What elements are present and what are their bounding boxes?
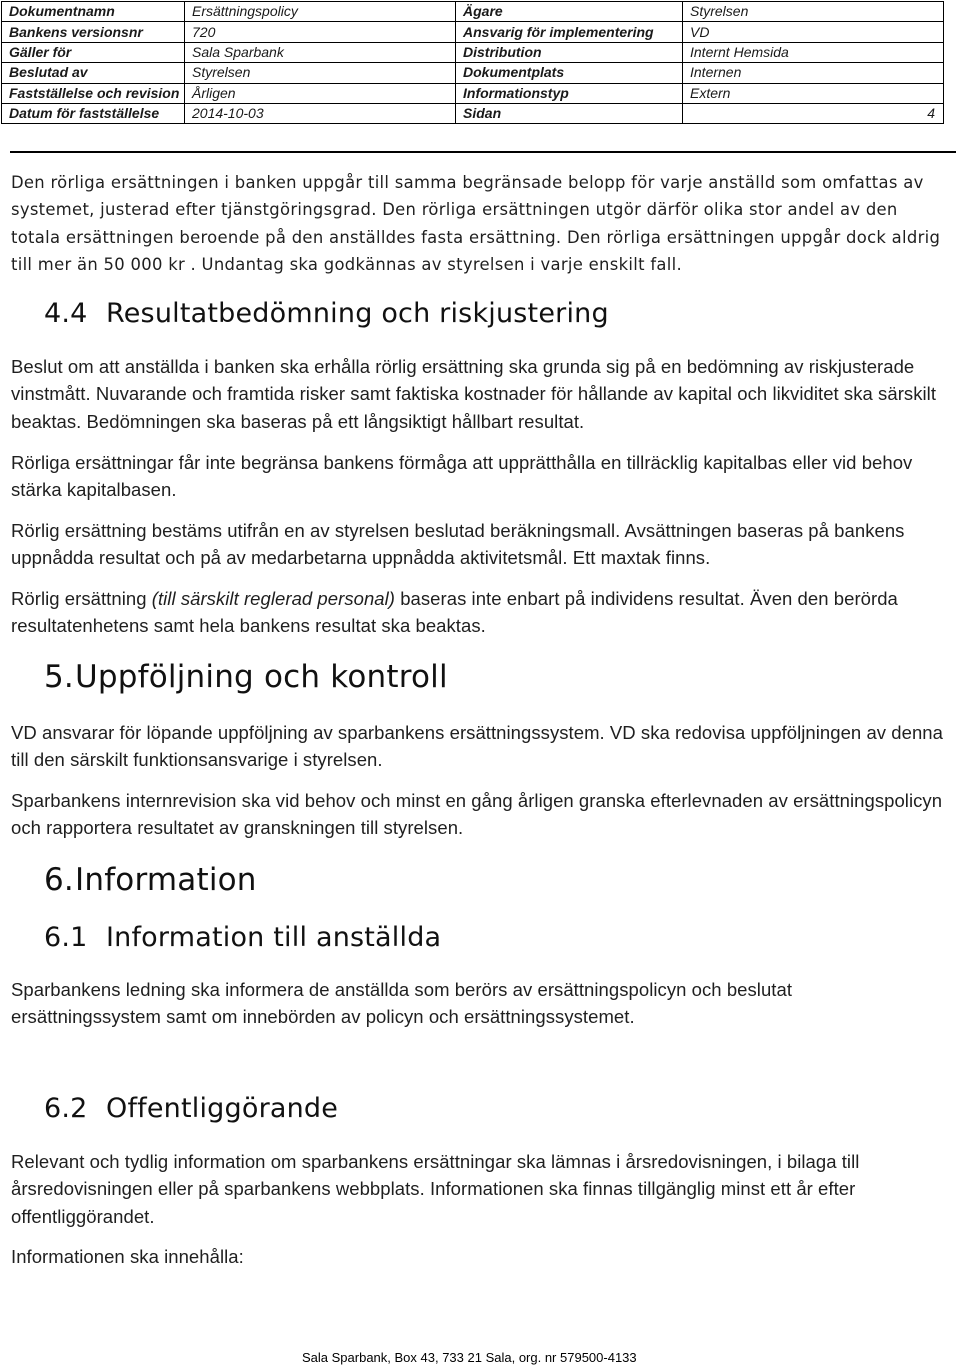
section-number: 6.2 (44, 1093, 88, 1124)
meta-key: Dokumentplats (456, 63, 683, 83)
meta-value: Internt Hemsida (683, 42, 944, 62)
meta-value: Internen (683, 63, 944, 83)
section-heading-6-2 (44, 1093, 338, 1124)
body-paragraph: Rörlig ersättning bestäms utifrån en av styrelsen beslutad beräkningsmall. Avsättningen baseras på bankens uppnådda resultat och på av medarbetarna uppnådda aktivitetsmål. Ett maxtak finns. (11, 520, 905, 569)
meta-key: Distribution (456, 42, 683, 62)
body-paragraph: Rörliga ersättningar får inte begränsa bankens förmåga att upprätthålla en tillräcklig kapitalbas eller vid behov stärka kapitalbasen. (11, 452, 913, 501)
body-paragraph: Sparbankens internrevision ska vid behov och minst en gång årligen granska efterlevnaden av ersättningspolicyn och rapportera resultatet av granskningen till styrelsen. (11, 790, 943, 839)
text-segment: baseras inte enbart på individens resultat. Även den berörda resultatenhetens samt hela bankens resultat ska beaktas. (11, 588, 898, 637)
table-row (2, 2, 944, 22)
page-number: 4 (683, 103, 944, 123)
table-row (2, 103, 944, 123)
section-number: 6.1 (44, 922, 88, 953)
table-row (2, 22, 944, 42)
meta-key: Sidan (456, 103, 683, 123)
meta-key: Ägare (456, 2, 683, 22)
section-heading-4-4 (44, 298, 609, 329)
meta-key: Ansvarig för implementering (456, 22, 683, 42)
meta-value: Styrelsen (185, 63, 456, 83)
text-segment: Rörlig ersättning (11, 588, 152, 609)
body-paragraph (11, 585, 946, 640)
meta-key: Datum för fastställelse (2, 103, 185, 123)
section-number: 5. (44, 659, 74, 695)
meta-value: Extern (683, 83, 944, 103)
section-title: Information till anställda (106, 922, 442, 953)
meta-value: Ersättningspolicy (185, 2, 456, 22)
section-title: Offentliggörande (106, 1093, 339, 1124)
body-paragraph: VD ansvarar för löpande uppföljning av sparbankens ersättningssystem. VD ska redovisa uppföljningen av denna till den särskilt funktionsansvarige i styrelsen. (11, 722, 943, 771)
meta-value: Styrelsen (683, 2, 944, 22)
meta-value: 2014-10-03 (185, 103, 456, 123)
section-heading-5 (44, 659, 448, 695)
meta-key: Dokumentnamn (2, 2, 185, 22)
section-title: Uppföljning och kontroll (75, 659, 448, 695)
document-metadata-table (1, 1, 944, 124)
emphasized-text: (till särskilt reglerad personal) (151, 588, 396, 609)
section-heading-6-1 (44, 922, 441, 953)
meta-key: Beslutad av (2, 63, 185, 83)
body-paragraph: Informationen ska innehålla: (11, 1246, 244, 1267)
header-divider (10, 151, 956, 153)
table-row (2, 42, 944, 62)
meta-key: Gäller för (2, 42, 185, 62)
meta-value: Sala Sparbank (185, 42, 456, 62)
section-heading-6 (44, 862, 257, 898)
section-number: 6. (44, 862, 74, 898)
section-title: Information (75, 862, 257, 898)
meta-value: VD (683, 22, 944, 42)
intro-paragraph: Den rörliga ersättningen i banken uppgår till samma begränsade belopp för varje anställd som omfattas av systemet, justerad efter tjänstgöringsgrad. Den rörliga ersättningen utgör därför olika stor andel av den totala ersättningen beroende på den anställdes fasta ersättning. Den rörliga ersättningen uppgår dock aldrig till mer än 50 000 kr . Undantag ska godkännas av styrelsen i varje enskilt fall. (11, 173, 941, 274)
section-title: Resultatbedömning och riskjustering (106, 298, 609, 329)
table-row (2, 83, 944, 103)
table-row (2, 63, 944, 83)
meta-value: 720 (185, 22, 456, 42)
page-footer: Sala Sparbank, Box 43, 733 21 Sala, org. nr 579500-4133 (302, 1350, 637, 1365)
section-number: 4.4 (44, 298, 88, 329)
body-paragraph: Sparbankens ledning ska informera de anställda som berörs av ersättningspolicyn och beslutat ersättningssystem samt om innebörden av policyn och ersättningssystemet. (11, 979, 793, 1028)
meta-value: Årligen (185, 83, 456, 103)
body-paragraph: Beslut om att anställda i banken ska erhålla rörlig ersättning ska grunda sig på en bedömning av riskjusterade vinstmått. Nuvarande och framtida risker samt faktiska kostnader för hållande av kapital och likviditet ska särskilt beaktas. Bedömningen ska baseras på ett långsiktigt hållbart resultat. (11, 356, 937, 432)
body-paragraph: Relevant och tydlig information om sparbankens ersättningar ska lämnas i årsredovisningen, i bilaga till årsredovisningen eller på sparbankens webbplats. Informationen ska finnas tillgänglig minst ett år efter offentliggörandet. (11, 1151, 860, 1227)
meta-key: Informationstyp (456, 83, 683, 103)
meta-key: Bankens versionsnr (2, 22, 185, 42)
meta-key: Fastställelse och revision (2, 83, 185, 103)
